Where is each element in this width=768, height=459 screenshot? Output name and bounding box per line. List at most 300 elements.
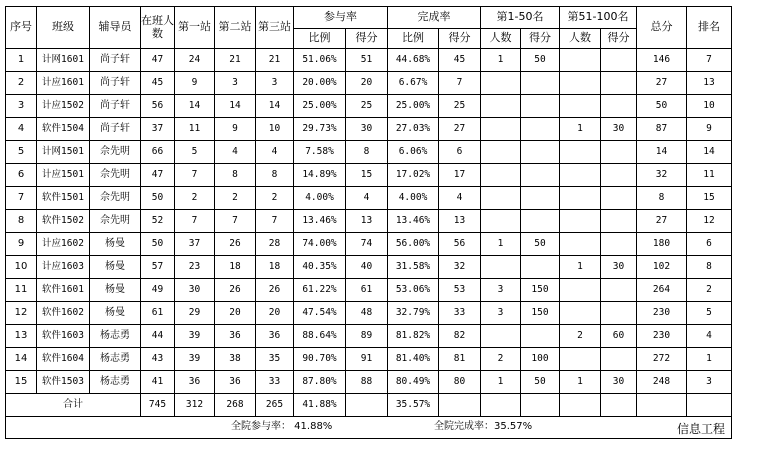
row-completion-score: 17 bbox=[439, 164, 481, 187]
row-rank-1-50-count: 1 bbox=[481, 371, 521, 394]
row-completion-score: 53 bbox=[439, 279, 481, 302]
row-participation-ratio: 51.06% bbox=[294, 49, 346, 72]
row-rank-1-50-count bbox=[481, 256, 521, 279]
row-station-3: 18 bbox=[256, 256, 294, 279]
row-station-2: 21 bbox=[215, 49, 256, 72]
totals-empty bbox=[637, 394, 687, 417]
totals-station-3: 265 bbox=[256, 394, 294, 417]
row-seq: 5 bbox=[6, 141, 37, 164]
row-completion-score: 13 bbox=[439, 210, 481, 233]
totals-empty bbox=[560, 394, 601, 417]
row-station-3: 7 bbox=[256, 210, 294, 233]
table-row bbox=[6, 233, 732, 256]
header-participation-score: 得分 bbox=[346, 29, 388, 49]
row-rank-1-50-score: 150 bbox=[521, 279, 560, 302]
row-station-1: 29 bbox=[175, 302, 215, 325]
row-rank: 5 bbox=[687, 302, 732, 325]
row-completion-ratio: 81.82% bbox=[388, 325, 439, 348]
row-station-2: 26 bbox=[215, 233, 256, 256]
row-station-3: 26 bbox=[256, 279, 294, 302]
totals-empty bbox=[521, 394, 560, 417]
row-enrolled: 37 bbox=[141, 118, 175, 141]
totals-empty bbox=[481, 394, 521, 417]
row-seq: 10 bbox=[6, 256, 37, 279]
row-enrolled: 50 bbox=[141, 233, 175, 256]
row-seq: 1 bbox=[6, 49, 37, 72]
row-rank: 2 bbox=[687, 279, 732, 302]
row-rank-51-100-count bbox=[560, 164, 601, 187]
row-completion-ratio: 56.00% bbox=[388, 233, 439, 256]
row-rank-1-50-score bbox=[521, 187, 560, 210]
row-class: 计网1601 bbox=[37, 49, 90, 72]
header-participation-ratio: 比例 bbox=[294, 29, 346, 49]
row-completion-score: 25 bbox=[439, 95, 481, 118]
header-completion-ratio: 比例 bbox=[388, 29, 439, 49]
row-rank-51-100-score: 30 bbox=[601, 118, 637, 141]
row-enrolled: 43 bbox=[141, 348, 175, 371]
row-rank-51-100-score bbox=[601, 210, 637, 233]
row-rank-1-50-score bbox=[521, 325, 560, 348]
row-rank-1-50-count bbox=[481, 118, 521, 141]
row-counselor: 佘先明 bbox=[90, 164, 141, 187]
row-rank: 7 bbox=[687, 49, 732, 72]
row-total-score: 32 bbox=[637, 164, 687, 187]
totals-completion-score bbox=[439, 394, 481, 417]
row-rank: 3 bbox=[687, 371, 732, 394]
row-rank-1-50-count bbox=[481, 164, 521, 187]
row-participation-score: 88 bbox=[346, 371, 388, 394]
row-class: 计网1501 bbox=[37, 141, 90, 164]
row-station-1: 39 bbox=[175, 348, 215, 371]
row-rank-51-100-score bbox=[601, 164, 637, 187]
row-completion-ratio: 17.02% bbox=[388, 164, 439, 187]
row-station-2: 26 bbox=[215, 279, 256, 302]
row-rank-1-50-count bbox=[481, 95, 521, 118]
row-completion-score: 7 bbox=[439, 72, 481, 95]
row-station-2: 9 bbox=[215, 118, 256, 141]
row-counselor: 佘先明 bbox=[90, 141, 141, 164]
row-participation-score: 8 bbox=[346, 141, 388, 164]
row-rank-1-50-score: 150 bbox=[521, 302, 560, 325]
row-participation-ratio: 47.54% bbox=[294, 302, 346, 325]
row-enrolled: 57 bbox=[141, 256, 175, 279]
totals-label: 合计 bbox=[6, 394, 141, 417]
row-participation-score: 51 bbox=[346, 49, 388, 72]
row-station-1: 7 bbox=[175, 210, 215, 233]
row-rank-51-100-score bbox=[601, 72, 637, 95]
row-counselor: 尚子轩 bbox=[90, 95, 141, 118]
table-row bbox=[6, 325, 732, 348]
row-station-3: 36 bbox=[256, 325, 294, 348]
row-rank-1-50-count: 3 bbox=[481, 302, 521, 325]
row-seq: 7 bbox=[6, 187, 37, 210]
row-station-3: 4 bbox=[256, 141, 294, 164]
row-total-score: 248 bbox=[637, 371, 687, 394]
row-station-2: 14 bbox=[215, 95, 256, 118]
row-rank-51-100-count bbox=[560, 302, 601, 325]
row-rank: 12 bbox=[687, 210, 732, 233]
row-station-2: 8 bbox=[215, 164, 256, 187]
row-class: 计应1602 bbox=[37, 233, 90, 256]
row-completion-ratio: 32.79% bbox=[388, 302, 439, 325]
row-counselor: 佘先明 bbox=[90, 187, 141, 210]
row-participation-score: 61 bbox=[346, 279, 388, 302]
row-enrolled: 50 bbox=[141, 187, 175, 210]
row-rank-1-50-count bbox=[481, 325, 521, 348]
row-rank-51-100-count: 1 bbox=[560, 118, 601, 141]
row-rank-1-50-score bbox=[521, 164, 560, 187]
class-statistics-table bbox=[5, 6, 732, 439]
row-completion-score: 6 bbox=[439, 141, 481, 164]
header-rank-1-50-count: 人数 bbox=[481, 29, 521, 49]
row-enrolled: 47 bbox=[141, 164, 175, 187]
row-station-1: 11 bbox=[175, 118, 215, 141]
table-body bbox=[6, 49, 732, 394]
row-participation-score: 30 bbox=[346, 118, 388, 141]
row-participation-ratio: 14.89% bbox=[294, 164, 346, 187]
header-rank-51-100: 第51-100名 bbox=[560, 7, 637, 29]
row-rank-51-100-score bbox=[601, 233, 637, 256]
row-class: 软件1503 bbox=[37, 371, 90, 394]
row-station-3: 35 bbox=[256, 348, 294, 371]
row-participation-score: 4 bbox=[346, 187, 388, 210]
row-station-3: 8 bbox=[256, 164, 294, 187]
row-total-score: 230 bbox=[637, 325, 687, 348]
row-completion-ratio: 6.67% bbox=[388, 72, 439, 95]
row-enrolled: 66 bbox=[141, 141, 175, 164]
row-rank-1-50-count: 3 bbox=[481, 279, 521, 302]
row-counselor: 杨曼 bbox=[90, 256, 141, 279]
row-rank: 4 bbox=[687, 325, 732, 348]
row-completion-ratio: 81.40% bbox=[388, 348, 439, 371]
row-participation-score: 91 bbox=[346, 348, 388, 371]
row-station-3: 14 bbox=[256, 95, 294, 118]
row-station-1: 37 bbox=[175, 233, 215, 256]
row-participation-score: 40 bbox=[346, 256, 388, 279]
row-rank-1-50-score bbox=[521, 118, 560, 141]
row-class: 计应1603 bbox=[37, 256, 90, 279]
row-class: 软件1603 bbox=[37, 325, 90, 348]
row-participation-score: 89 bbox=[346, 325, 388, 348]
row-seq: 14 bbox=[6, 348, 37, 371]
row-class: 计应1601 bbox=[37, 72, 90, 95]
row-counselor: 杨志勇 bbox=[90, 325, 141, 348]
overall-participation: 全院参与率： 41.88% bbox=[231, 421, 333, 432]
row-rank-51-100-count bbox=[560, 348, 601, 371]
row-completion-score: 27 bbox=[439, 118, 481, 141]
totals-enrolled: 745 bbox=[141, 394, 175, 417]
header-row-1 bbox=[6, 7, 732, 29]
row-rank-1-50-count: 1 bbox=[481, 49, 521, 72]
table-row bbox=[6, 279, 732, 302]
table-row bbox=[6, 164, 732, 187]
row-station-1: 30 bbox=[175, 279, 215, 302]
totals-participation-score bbox=[346, 394, 388, 417]
header-station-1: 第一站 bbox=[175, 7, 215, 49]
totals-empty bbox=[687, 394, 732, 417]
row-completion-score: 82 bbox=[439, 325, 481, 348]
row-seq: 3 bbox=[6, 95, 37, 118]
row-rank-1-50-count bbox=[481, 210, 521, 233]
table-row bbox=[6, 371, 732, 394]
row-completion-score: 32 bbox=[439, 256, 481, 279]
row-station-3: 20 bbox=[256, 302, 294, 325]
row-participation-score: 20 bbox=[346, 72, 388, 95]
row-total-score: 14 bbox=[637, 141, 687, 164]
row-class: 软件1504 bbox=[37, 118, 90, 141]
row-station-1: 2 bbox=[175, 187, 215, 210]
row-total-score: 180 bbox=[637, 233, 687, 256]
row-participation-ratio: 29.73% bbox=[294, 118, 346, 141]
row-rank-1-50-score bbox=[521, 141, 560, 164]
row-rank-51-100-count: 1 bbox=[560, 371, 601, 394]
row-enrolled: 47 bbox=[141, 49, 175, 72]
row-completion-score: 4 bbox=[439, 187, 481, 210]
table-row bbox=[6, 348, 732, 371]
header-completion-score: 得分 bbox=[439, 29, 481, 49]
row-class: 软件1501 bbox=[37, 187, 90, 210]
row-rank-1-50-count: 2 bbox=[481, 348, 521, 371]
row-participation-ratio: 20.00% bbox=[294, 72, 346, 95]
row-rank-51-100-count bbox=[560, 233, 601, 256]
row-enrolled: 61 bbox=[141, 302, 175, 325]
header-rank: 排名 bbox=[687, 7, 732, 49]
header-station-2: 第二站 bbox=[215, 7, 256, 49]
row-rank-1-50-score bbox=[521, 256, 560, 279]
row-total-score: 87 bbox=[637, 118, 687, 141]
row-rank-51-100-score bbox=[601, 348, 637, 371]
row-station-3: 21 bbox=[256, 49, 294, 72]
row-rank-51-100-count bbox=[560, 72, 601, 95]
row-rank-51-100-score bbox=[601, 95, 637, 118]
row-seq: 2 bbox=[6, 72, 37, 95]
table-row bbox=[6, 141, 732, 164]
department-name: 信息工程 bbox=[676, 422, 725, 436]
header-counselor: 辅导员 bbox=[90, 7, 141, 49]
totals-participation-ratio: 41.88% bbox=[294, 394, 346, 417]
row-rank-51-100-score: 30 bbox=[601, 371, 637, 394]
table-row bbox=[6, 118, 732, 141]
row-station-3: 3 bbox=[256, 72, 294, 95]
row-station-1: 39 bbox=[175, 325, 215, 348]
row-rank-51-100-count bbox=[560, 210, 601, 233]
row-participation-ratio: 61.22% bbox=[294, 279, 346, 302]
row-rank: 6 bbox=[687, 233, 732, 256]
header-enrolled: 在班人数 bbox=[141, 7, 175, 49]
row-total-score: 8 bbox=[637, 187, 687, 210]
row-completion-score: 56 bbox=[439, 233, 481, 256]
row-rank-51-100-score bbox=[601, 141, 637, 164]
row-completion-ratio: 4.00% bbox=[388, 187, 439, 210]
row-rank: 1 bbox=[687, 348, 732, 371]
row-seq: 11 bbox=[6, 279, 37, 302]
table-row bbox=[6, 95, 732, 118]
row-total-score: 230 bbox=[637, 302, 687, 325]
row-completion-score: 81 bbox=[439, 348, 481, 371]
row-station-3: 2 bbox=[256, 187, 294, 210]
row-rank: 11 bbox=[687, 164, 732, 187]
row-participation-ratio: 4.00% bbox=[294, 187, 346, 210]
row-rank-51-100-count: 2 bbox=[560, 325, 601, 348]
row-rank-51-100-count bbox=[560, 141, 601, 164]
table-row bbox=[6, 210, 732, 233]
row-station-1: 5 bbox=[175, 141, 215, 164]
table-row bbox=[6, 72, 732, 95]
row-seq: 12 bbox=[6, 302, 37, 325]
row-participation-ratio: 87.80% bbox=[294, 371, 346, 394]
row-rank-1-50-count bbox=[481, 72, 521, 95]
row-station-3: 28 bbox=[256, 233, 294, 256]
row-rank-51-100-score bbox=[601, 302, 637, 325]
row-counselor: 尚子轩 bbox=[90, 118, 141, 141]
row-counselor: 佘先明 bbox=[90, 210, 141, 233]
row-rank-51-100-score bbox=[601, 187, 637, 210]
row-rank-1-50-score bbox=[521, 72, 560, 95]
row-rank-1-50-score: 100 bbox=[521, 348, 560, 371]
row-participation-ratio: 88.64% bbox=[294, 325, 346, 348]
totals-station-2: 268 bbox=[215, 394, 256, 417]
row-station-2: 18 bbox=[215, 256, 256, 279]
row-participation-ratio: 40.35% bbox=[294, 256, 346, 279]
row-completion-ratio: 27.03% bbox=[388, 118, 439, 141]
table-row bbox=[6, 302, 732, 325]
row-class: 计应1501 bbox=[37, 164, 90, 187]
row-completion-score: 80 bbox=[439, 371, 481, 394]
header-rank-1-50: 第1-50名 bbox=[481, 7, 560, 29]
row-participation-score: 13 bbox=[346, 210, 388, 233]
row-seq: 9 bbox=[6, 233, 37, 256]
row-rank-1-50-count: 1 bbox=[481, 233, 521, 256]
table-row bbox=[6, 187, 732, 210]
row-rank-51-100-count bbox=[560, 279, 601, 302]
row-station-1: 7 bbox=[175, 164, 215, 187]
row-rank: 10 bbox=[687, 95, 732, 118]
row-rank-1-50-score: 50 bbox=[521, 233, 560, 256]
header-total-score: 总分 bbox=[637, 7, 687, 49]
row-class: 软件1601 bbox=[37, 279, 90, 302]
row-station-2: 3 bbox=[215, 72, 256, 95]
row-rank: 15 bbox=[687, 187, 732, 210]
row-rank: 13 bbox=[687, 72, 732, 95]
row-seq: 8 bbox=[6, 210, 37, 233]
row-rank-1-50-count bbox=[481, 187, 521, 210]
row-station-2: 38 bbox=[215, 348, 256, 371]
row-completion-ratio: 31.58% bbox=[388, 256, 439, 279]
overall-completion: 全院完成率：35.57% bbox=[434, 421, 533, 432]
row-counselor: 杨曼 bbox=[90, 233, 141, 256]
row-counselor: 杨志勇 bbox=[90, 348, 141, 371]
row-enrolled: 52 bbox=[141, 210, 175, 233]
row-total-score: 146 bbox=[637, 49, 687, 72]
row-participation-score: 25 bbox=[346, 95, 388, 118]
row-counselor: 杨曼 bbox=[90, 302, 141, 325]
row-rank: 14 bbox=[687, 141, 732, 164]
row-total-score: 272 bbox=[637, 348, 687, 371]
summary-cell bbox=[6, 417, 732, 439]
totals-completion-ratio: 35.57% bbox=[388, 394, 439, 417]
row-station-1: 9 bbox=[175, 72, 215, 95]
row-station-2: 20 bbox=[215, 302, 256, 325]
row-participation-ratio: 7.58% bbox=[294, 141, 346, 164]
row-completion-ratio: 25.00% bbox=[388, 95, 439, 118]
header-completion: 完成率 bbox=[388, 7, 481, 29]
row-counselor: 尚子轩 bbox=[90, 49, 141, 72]
row-class: 软件1604 bbox=[37, 348, 90, 371]
row-enrolled: 56 bbox=[141, 95, 175, 118]
row-counselor: 尚子轩 bbox=[90, 72, 141, 95]
row-class: 软件1502 bbox=[37, 210, 90, 233]
header-rank-51-100-score: 得分 bbox=[601, 29, 637, 49]
row-station-1: 23 bbox=[175, 256, 215, 279]
row-completion-score: 45 bbox=[439, 49, 481, 72]
table-row bbox=[6, 49, 732, 72]
row-completion-score: 33 bbox=[439, 302, 481, 325]
row-completion-ratio: 53.06% bbox=[388, 279, 439, 302]
header-rank-1-50-score: 得分 bbox=[521, 29, 560, 49]
row-total-score: 27 bbox=[637, 210, 687, 233]
row-rank-1-50-score bbox=[521, 210, 560, 233]
header-rank-51-100-count: 人数 bbox=[560, 29, 601, 49]
header-seq: 序号 bbox=[6, 7, 37, 49]
header-participation: 参与率 bbox=[294, 7, 388, 29]
row-counselor: 杨志勇 bbox=[90, 371, 141, 394]
row-rank-51-100-count: 1 bbox=[560, 256, 601, 279]
row-rank: 9 bbox=[687, 118, 732, 141]
row-rank-51-100-count bbox=[560, 49, 601, 72]
row-completion-ratio: 44.68% bbox=[388, 49, 439, 72]
row-rank-51-100-score: 30 bbox=[601, 256, 637, 279]
row-station-1: 24 bbox=[175, 49, 215, 72]
row-station-2: 36 bbox=[215, 371, 256, 394]
row-participation-ratio: 74.00% bbox=[294, 233, 346, 256]
row-seq: 6 bbox=[6, 164, 37, 187]
header-station-3: 第三站 bbox=[256, 7, 294, 49]
row-rank-51-100-score bbox=[601, 279, 637, 302]
row-station-1: 36 bbox=[175, 371, 215, 394]
row-enrolled: 45 bbox=[141, 72, 175, 95]
row-participation-score: 74 bbox=[346, 233, 388, 256]
row-station-1: 14 bbox=[175, 95, 215, 118]
row-total-score: 264 bbox=[637, 279, 687, 302]
row-rank-1-50-score bbox=[521, 95, 560, 118]
row-rank-1-50-score: 50 bbox=[521, 371, 560, 394]
totals-row bbox=[6, 394, 732, 417]
row-total-score: 27 bbox=[637, 72, 687, 95]
row-rank-51-100-score bbox=[601, 49, 637, 72]
row-participation-score: 15 bbox=[346, 164, 388, 187]
row-rank-51-100-count bbox=[560, 95, 601, 118]
row-seq: 13 bbox=[6, 325, 37, 348]
row-station-3: 33 bbox=[256, 371, 294, 394]
row-participation-ratio: 25.00% bbox=[294, 95, 346, 118]
row-participation-score: 48 bbox=[346, 302, 388, 325]
row-completion-ratio: 80.49% bbox=[388, 371, 439, 394]
row-completion-ratio: 6.06% bbox=[388, 141, 439, 164]
totals-station-1: 312 bbox=[175, 394, 215, 417]
row-participation-ratio: 13.46% bbox=[294, 210, 346, 233]
header-class: 班级 bbox=[37, 7, 90, 49]
row-station-2: 4 bbox=[215, 141, 256, 164]
row-station-2: 36 bbox=[215, 325, 256, 348]
row-participation-ratio: 90.70% bbox=[294, 348, 346, 371]
row-station-2: 2 bbox=[215, 187, 256, 210]
table-row bbox=[6, 256, 732, 279]
row-enrolled: 49 bbox=[141, 279, 175, 302]
summary-row bbox=[6, 417, 732, 439]
row-station-2: 7 bbox=[215, 210, 256, 233]
totals-empty bbox=[601, 394, 637, 417]
row-total-score: 102 bbox=[637, 256, 687, 279]
